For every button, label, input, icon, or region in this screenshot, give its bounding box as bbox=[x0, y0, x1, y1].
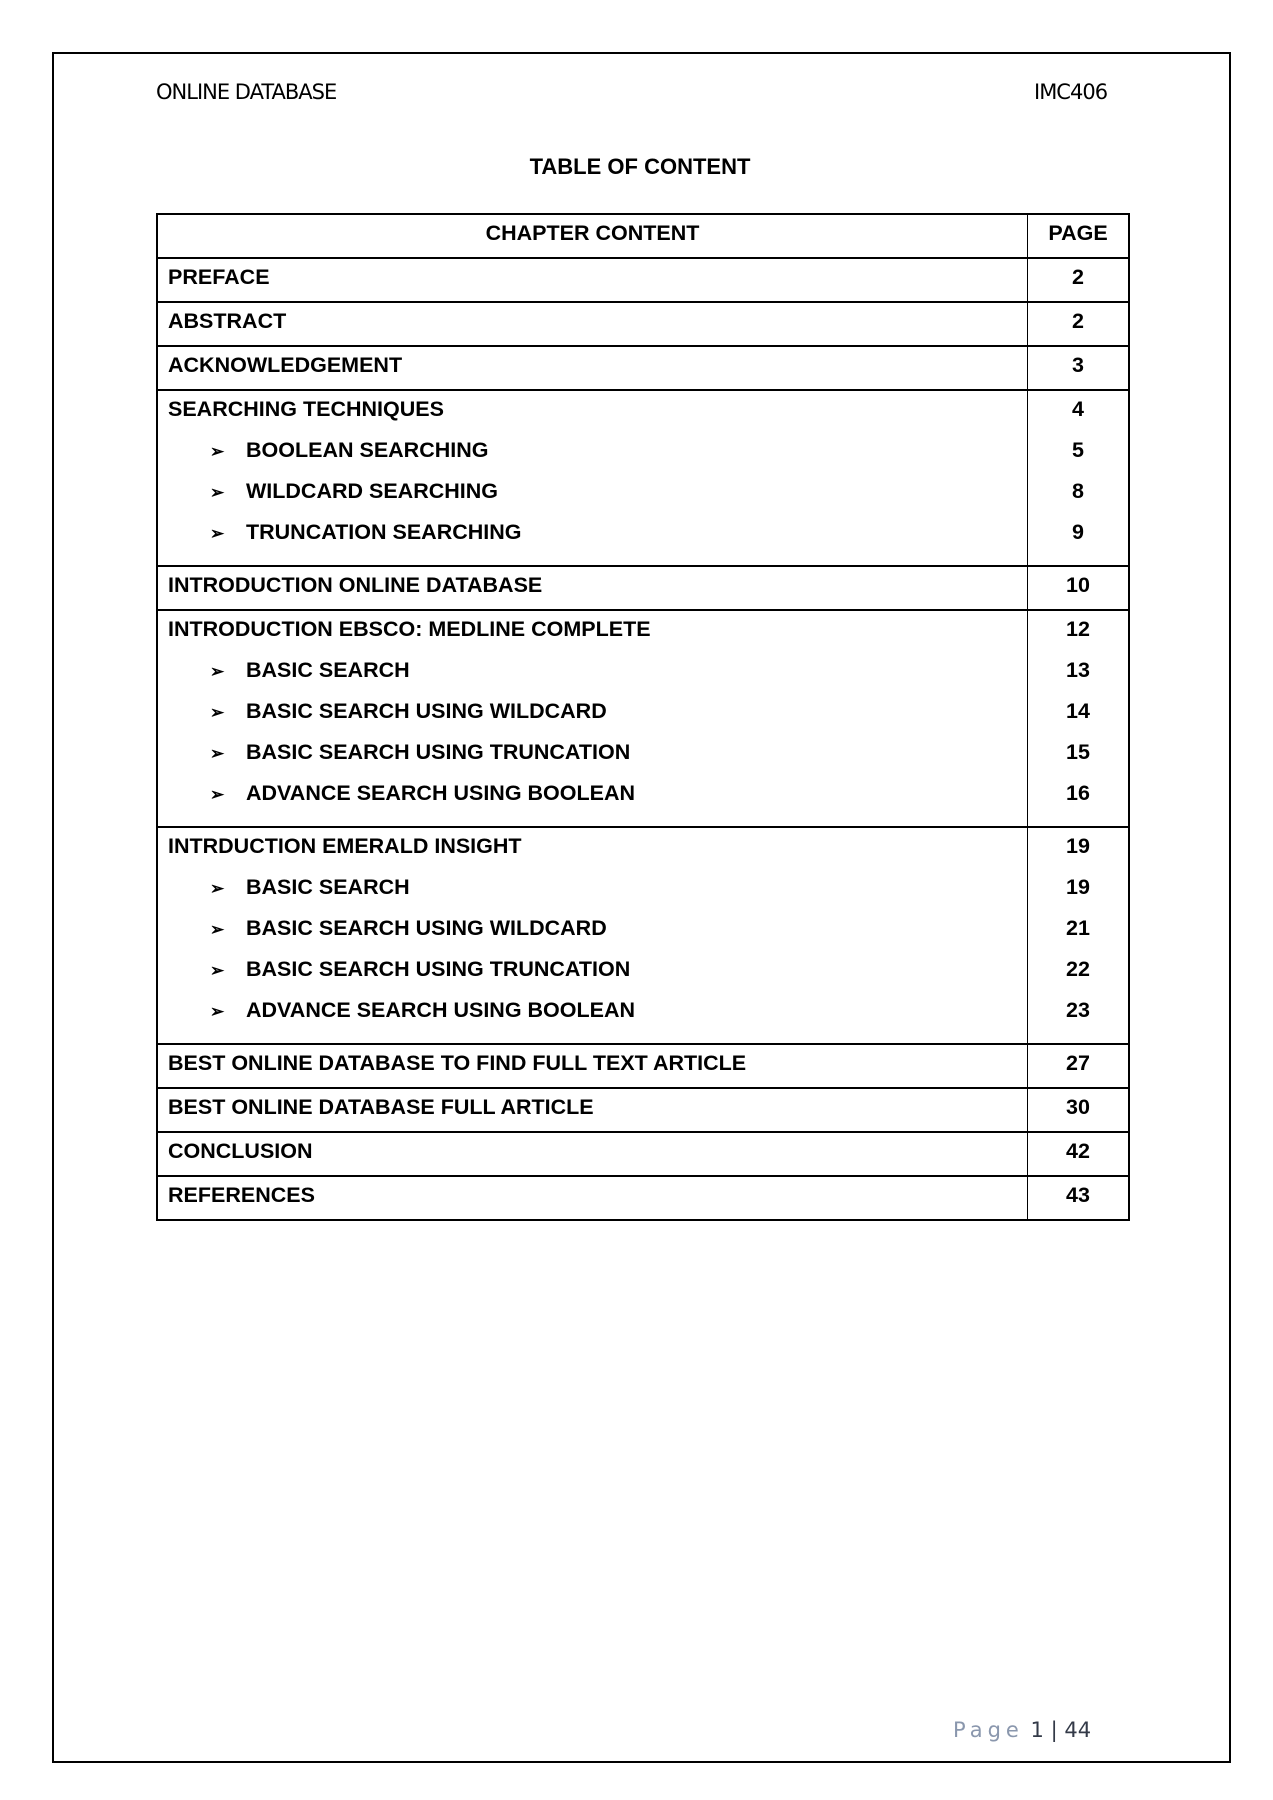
arrowhead-bullet-icon: ➢ bbox=[210, 961, 225, 980]
subsection-item bbox=[168, 914, 1017, 955]
subsection-page: 9 bbox=[1072, 520, 1084, 544]
subsection-item bbox=[168, 656, 1017, 697]
subsection-item bbox=[168, 436, 1017, 477]
table-row bbox=[158, 303, 1128, 347]
subsection-title: BOOLEAN SEARCHING bbox=[246, 438, 489, 462]
section-title: INTRODUCTION ONLINE DATABASE bbox=[168, 573, 543, 597]
section-page: 12 bbox=[1066, 617, 1090, 641]
subsection-page: 19 bbox=[1066, 875, 1090, 899]
subsection-page: 23 bbox=[1066, 998, 1090, 1022]
page-label: Page bbox=[953, 1718, 1024, 1742]
subsection-title: BASIC SEARCH bbox=[246, 875, 410, 899]
subsection-item bbox=[168, 996, 1017, 1037]
section-title: REFERENCES bbox=[168, 1183, 315, 1207]
table-row bbox=[158, 1177, 1128, 1221]
section-page: 43 bbox=[1066, 1183, 1090, 1207]
subsection-item bbox=[168, 697, 1017, 738]
subsection-item bbox=[168, 779, 1017, 820]
subsection-page: 15 bbox=[1066, 740, 1090, 764]
section-title: INTRDUCTION EMERALD INSIGHT bbox=[168, 834, 522, 858]
subsection-title: BASIC SEARCH USING TRUNCATION bbox=[246, 957, 631, 981]
section-page: 4 bbox=[1072, 397, 1084, 421]
section-title: CONCLUSION bbox=[168, 1139, 313, 1163]
section-page: 30 bbox=[1066, 1095, 1090, 1119]
arrowhead-bullet-icon: ➢ bbox=[210, 744, 225, 763]
column-header-page: PAGE bbox=[1048, 221, 1108, 245]
page-footer bbox=[953, 1718, 1091, 1742]
subsection-page: 21 bbox=[1066, 916, 1090, 940]
page-title: TABLE OF CONTENT bbox=[529, 154, 751, 179]
subsection-page: 22 bbox=[1066, 957, 1090, 981]
subsection-title: ADVANCE SEARCH USING BOOLEAN bbox=[246, 781, 636, 805]
arrowhead-bullet-icon: ➢ bbox=[210, 920, 225, 939]
subsection-page: 16 bbox=[1066, 781, 1090, 805]
table-header-row bbox=[158, 215, 1128, 259]
subsection-title: BASIC SEARCH USING TRUNCATION bbox=[246, 740, 631, 764]
total-pages: 44 bbox=[1064, 1718, 1092, 1742]
arrowhead-bullet-icon: ➢ bbox=[210, 703, 225, 722]
section-page: 42 bbox=[1066, 1139, 1090, 1163]
subsection-title: WILDCARD SEARCHING bbox=[246, 479, 499, 503]
header-document-title: ONLINE DATABASE bbox=[156, 80, 337, 104]
section-title: PREFACE bbox=[168, 265, 270, 289]
section-page: 10 bbox=[1066, 573, 1090, 597]
subsection-title: BASIC SEARCH bbox=[246, 658, 410, 682]
subsection-title: TRUNCATION SEARCHING bbox=[246, 520, 522, 544]
subsection-page: 5 bbox=[1072, 438, 1084, 462]
subsection-page: 8 bbox=[1072, 479, 1084, 503]
subsection-item bbox=[168, 477, 1017, 518]
section-page: 19 bbox=[1066, 834, 1090, 858]
section-title: SEARCHING TECHNIQUES bbox=[168, 397, 444, 421]
arrowhead-bullet-icon: ➢ bbox=[210, 879, 225, 898]
table-row bbox=[158, 611, 1128, 828]
table-row bbox=[158, 567, 1128, 611]
subsection-page: 13 bbox=[1066, 658, 1090, 682]
column-header-content: CHAPTER CONTENT bbox=[485, 221, 700, 245]
table-row bbox=[158, 391, 1128, 567]
subsection-title: BASIC SEARCH USING WILDCARD bbox=[246, 699, 607, 723]
arrowhead-bullet-icon: ➢ bbox=[210, 662, 225, 681]
subsection-page: 14 bbox=[1066, 699, 1090, 723]
arrowhead-bullet-icon: ➢ bbox=[210, 785, 225, 804]
header-course-code: IMC406 bbox=[1034, 80, 1108, 104]
arrowhead-bullet-icon: ➢ bbox=[210, 1002, 225, 1021]
table-of-contents bbox=[156, 213, 1130, 1221]
section-page: 2 bbox=[1072, 309, 1084, 333]
section-title: ACKNOWLEDGEMENT bbox=[168, 353, 403, 377]
section-title: ABSTRACT bbox=[168, 309, 287, 333]
subsection-item bbox=[168, 518, 1017, 559]
page-number: 1 bbox=[1030, 1718, 1044, 1742]
table-row bbox=[158, 828, 1128, 1045]
section-page: 3 bbox=[1072, 353, 1084, 377]
table-row bbox=[158, 1089, 1128, 1133]
subsection-title: ADVANCE SEARCH USING BOOLEAN bbox=[246, 998, 636, 1022]
table-row bbox=[158, 1045, 1128, 1089]
section-title: BEST ONLINE DATABASE FULL ARTICLE bbox=[168, 1095, 594, 1119]
section-page: 27 bbox=[1066, 1051, 1090, 1075]
page-separator: | bbox=[1050, 1718, 1058, 1742]
subsection-item bbox=[168, 738, 1017, 779]
subsection-title: BASIC SEARCH USING WILDCARD bbox=[246, 916, 607, 940]
table-row bbox=[158, 259, 1128, 303]
table-row bbox=[158, 347, 1128, 391]
arrowhead-bullet-icon: ➢ bbox=[210, 442, 225, 461]
section-title: INTRODUCTION EBSCO: MEDLINE COMPLETE bbox=[168, 617, 651, 641]
section-page: 2 bbox=[1072, 265, 1084, 289]
section-title: BEST ONLINE DATABASE TO FIND FULL TEXT ARTICLE bbox=[168, 1051, 747, 1075]
subsection-item bbox=[168, 873, 1017, 914]
arrowhead-bullet-icon: ➢ bbox=[210, 524, 225, 543]
arrowhead-bullet-icon: ➢ bbox=[210, 483, 225, 502]
subsection-item bbox=[168, 955, 1017, 996]
table-row bbox=[158, 1133, 1128, 1177]
